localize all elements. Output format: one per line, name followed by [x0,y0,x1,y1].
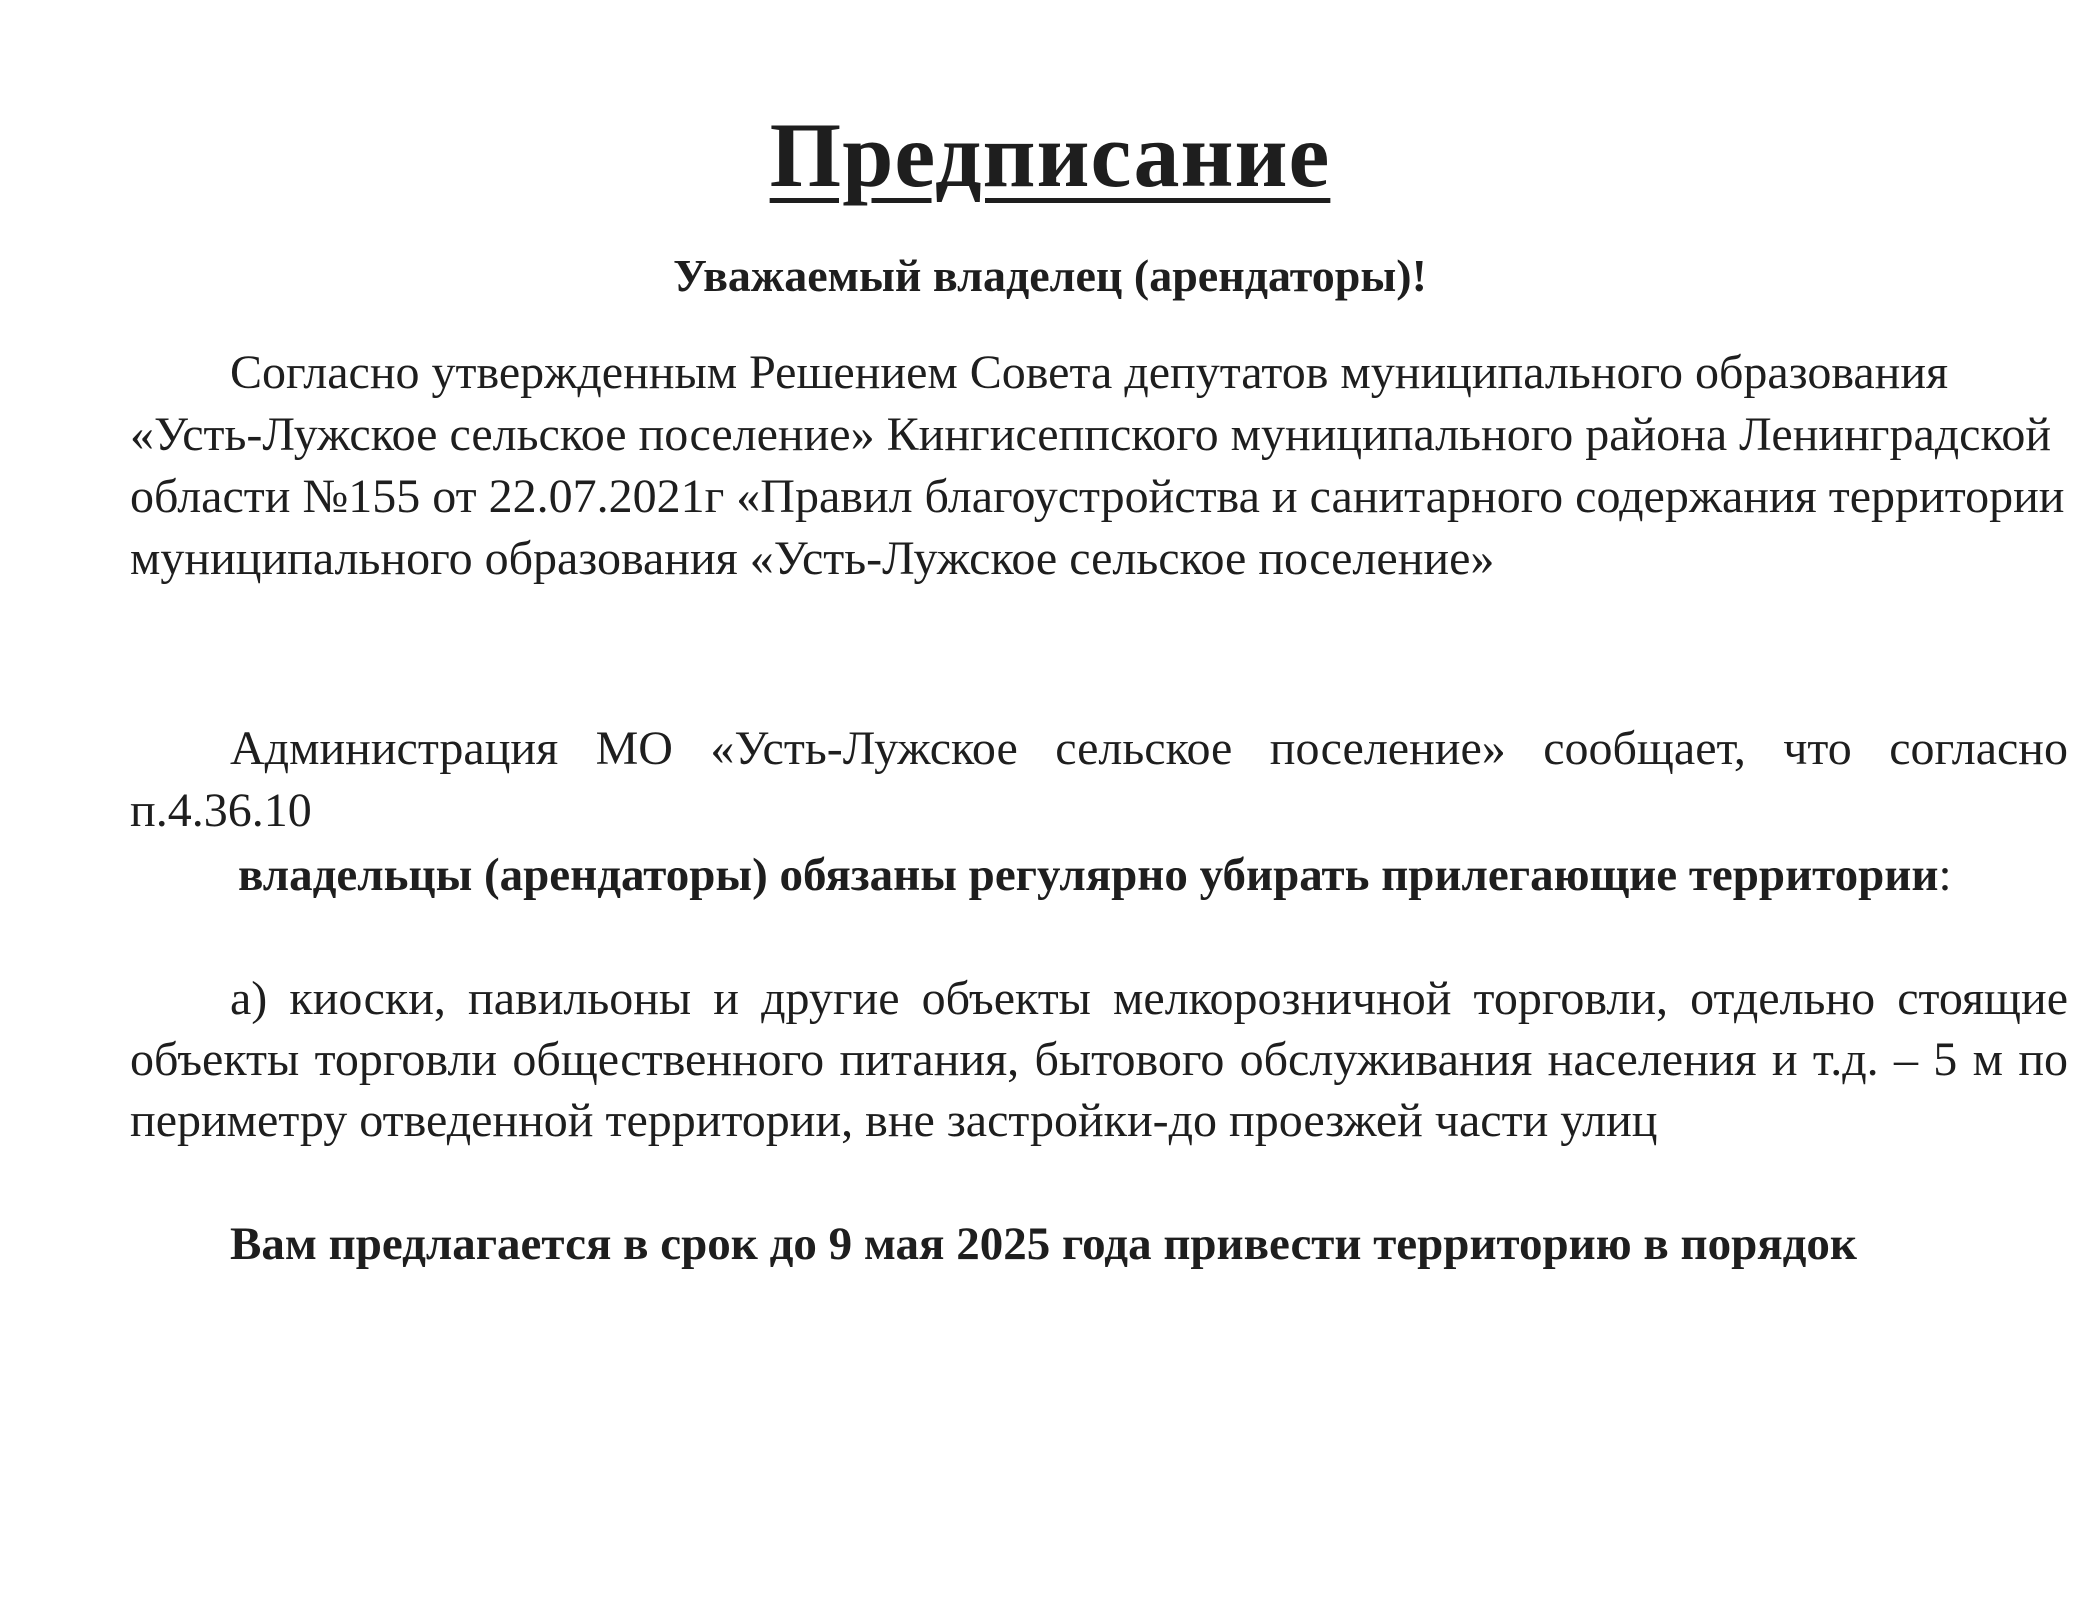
paragraph-owners-obligation [130,844,2068,906]
paragraph-deadline [130,1213,2068,1275]
paragraph-obligation-colon: : [1938,849,1952,901]
paragraph-administration-text: Администрация МО «Усть-Лужское сельское поселение» сообщает, что согласно п.4.36.10 [130,722,2068,837]
greeting: Уважаемый владелец (арендаторы)! [673,250,1427,301]
paragraph-deadline-text: Вам предлагается в срок до 9 мая 2025 года привести территорию в порядок [230,1218,1858,1270]
paragraph-item-a [130,968,2068,1151]
paragraph-obligation-text: владельцы (арендаторы) обязаны регулярно убирать прилегающие территории [238,849,1939,901]
paragraph-regulation-text: Согласно утвержденным Решением Совета депутатов муниципального образования «Усть-Лужское сельское поселение» Кингисеппского муниципального района Ленинградской области №155 от 22.07.2021г «Правил благоустройства и санитарного содержания территории муниципального образования «Усть-Лужское сельское поселение» [130,346,2065,585]
paragraph-regulation-reference [130,342,2068,590]
paragraph-item-a-text: а) киоски, павильоны и другие объекты мелкорозничной торговли, отдельно стоящие объекты торговли общественного питания, бытового обслуживания населения и т.д. – 5 м по периметру отведенной территории, вне застройки-до проезжей части улиц [130,972,2068,1147]
paragraph-administration-notice [130,718,2068,842]
document-title: Предписание [769,104,1331,206]
